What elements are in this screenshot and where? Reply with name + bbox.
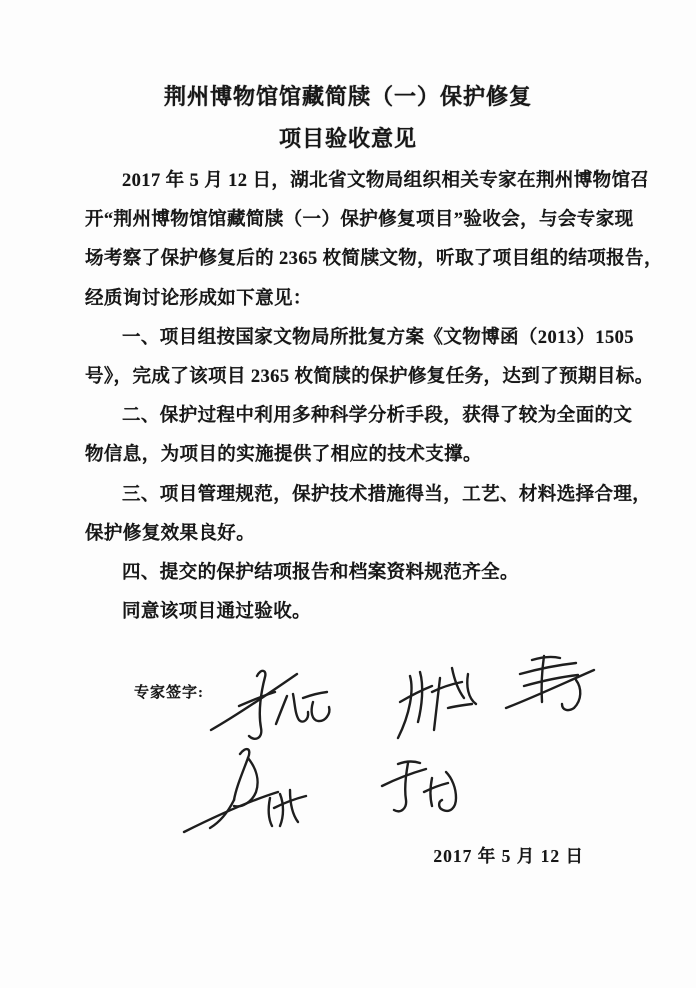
handwriting-icon <box>205 662 335 747</box>
handwriting-icon <box>388 658 483 746</box>
document-date: 2017 年 5 月 12 日 <box>433 846 584 866</box>
handwriting-icon <box>498 652 600 722</box>
body-paragraphs <box>85 162 663 632</box>
body-line: 场考察了保护修复后的 2365 枚简牍文物，听取了项目组的结项报告， <box>85 249 663 270</box>
body-line: 开“荆州博物馆馆藏简牍（一）保护修复项目”验收会，与会专家现 <box>85 210 634 231</box>
page-title-line-1: 荆州博物馆馆藏简牍（一）保护修复 <box>163 84 532 109</box>
body-line: 物信息，为项目的实施提供了相应的技术支撑。 <box>85 445 482 466</box>
body-line: 号》，完成了该项目 2365 枚简牍的保护修复任务，达到了预期目标。 <box>85 367 654 388</box>
expert-signature-4 <box>178 742 310 845</box>
body-line: 三、项目管理规范，保护技术措施得当，工艺、材料选择合理， <box>122 484 652 505</box>
expert-signature-5 <box>368 756 468 827</box>
page-title-line-2: 项目验收意见 <box>278 126 417 151</box>
handwriting-icon <box>178 742 310 840</box>
body-line: 同意该项目通过验收。 <box>122 602 312 623</box>
body-line: 保护修复效果良好。 <box>85 523 256 544</box>
handwriting-icon <box>368 756 468 822</box>
title-block <box>0 76 696 160</box>
body-line: 2017 年 5 月 12 日，湖北省文物局组织相关专家在荆州博物馆召 <box>122 171 650 191</box>
body-line: 四、提交的保护结项报告和档案资料规范齐全。 <box>122 563 519 584</box>
body-line: 二、保护过程中利用多种科学分析手段，获得了较为全面的文 <box>122 406 633 427</box>
expert-signature-2 <box>388 658 483 751</box>
body-line: 一、项目组按国家文物局所批复方案《文物博函（2013）1505 <box>122 327 634 348</box>
body-line: 经质询讨论形成如下意见： <box>85 288 312 309</box>
expert-signature-3 <box>498 652 600 727</box>
expert-signature-label: 专家签字: <box>134 685 204 701</box>
expert-signature-1 <box>205 662 335 752</box>
